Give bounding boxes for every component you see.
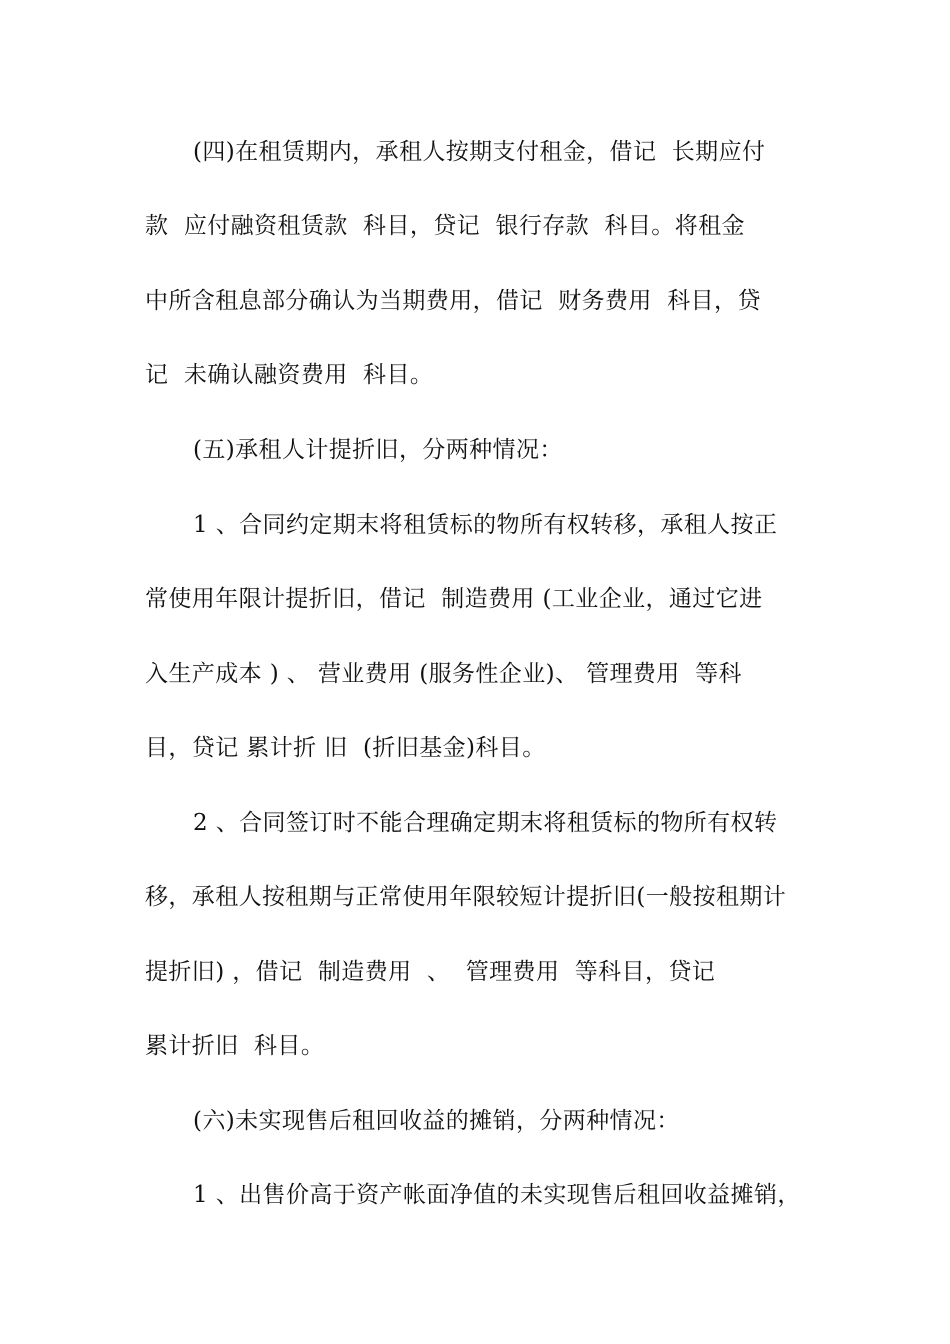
item-1-line-2: 常使用年限计提折旧，借记 制造费用 (工业企业，通过它进 (145, 586, 763, 612)
item-2-line-1: 2 、合同签订时不能合理确定期末将租赁标的物所有权转 (193, 810, 778, 836)
item-6-1-line-1: 1 、出售价高于资产帐面净值的未实现售后租回收益摊销， (193, 1182, 801, 1208)
item-2-line-4: 累计折旧 科目。 (145, 1033, 325, 1059)
paragraph-4-line-1: (四)在租赁期内，承租人按期支付租金，借记 长期应付 (193, 139, 766, 165)
paragraph-4-line-2: 款 应付融资租赁款 科目，贷记 银行存款 科目。将租金 (145, 213, 745, 239)
paragraph-6-heading: (六)未实现售后租回收益的摊销，分两种情况： (193, 1108, 680, 1134)
paragraph-4-line-4: 记 未确认融资费用 科目。 (145, 362, 434, 388)
item-2-line-2: 移，承租人按租期与正常使用年限较短计提折旧(一般按租期计 (145, 884, 787, 910)
paragraph-5-heading: (五)承租人计提折旧，分两种情况： (193, 437, 563, 463)
item-1-line-3: 入生产成本 ) 、 营业费用 (服务性企业)、 管理费用 等科 (145, 661, 742, 687)
item-1-line-4: 目，贷记 累计折 旧 (折旧基金)科目。 (145, 735, 546, 761)
item-2-line-3: 提折旧) ，借记 制造费用 、 管理费用 等科目，贷记 (145, 959, 716, 985)
item-1-line-1: 1 、合同约定期末将租赁标的物所有权转移，承租人按正 (193, 512, 778, 538)
paragraph-4-line-3: 中所含租息部分确认为当期费用，借记 财务费用 科目，贷 (145, 288, 761, 314)
